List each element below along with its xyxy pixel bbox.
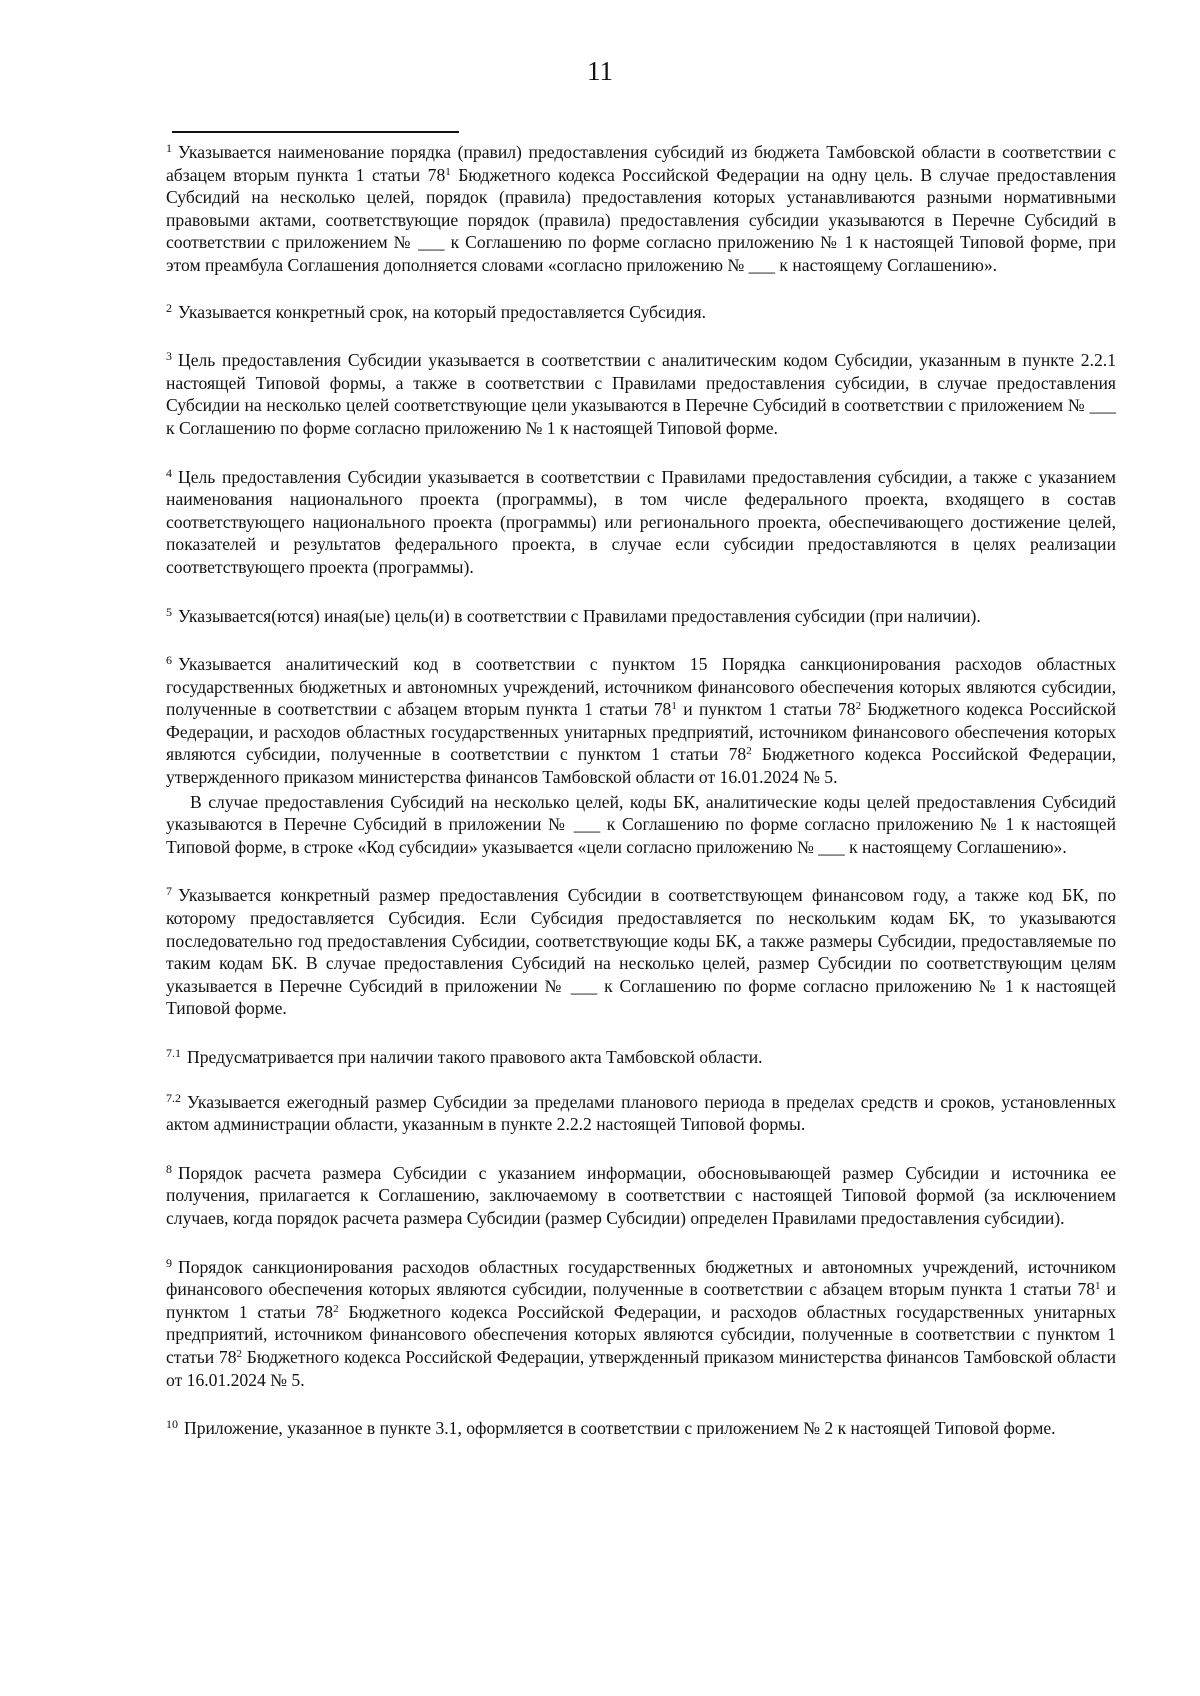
footnote-mark: 1 xyxy=(166,141,172,155)
superscript: 2 xyxy=(236,1347,243,1360)
footnote-mark: 7.2 xyxy=(166,1090,181,1105)
footnote-6-continuation: В случае предоставления Субсидий на несколько целей, коды БК, аналитические коды целей предоставления Субсидий указываются в Перечне Субсидий в приложении № ___ к Соглашению по форме согласно приложению № 1 к настоящей Типовой форме, в строке «Код субсидии» указывается «цели согласно приложению № ___ к настоящему Соглашению». xyxy=(166,791,1116,857)
footnote-7-2 xyxy=(166,1091,1116,1136)
footnote-text: Бюджетного кодекса Российской Федерации, утвержденного приказом министерства финансов Тамбовской области от 16.01.2024 № 5. xyxy=(166,744,1116,788)
footnote-mark: 7.1 xyxy=(166,1046,181,1060)
footnote-text: Порядок санкционирования расходов областных государственных бюджетных и автономных учреждений, источником финансового обеспечения которых являются субсидии, полученные в соответствии с абзацем вторым пункта 1 статьи 78 xyxy=(166,1256,1116,1300)
footnote-text: Указывается конкретный размер предоставления Субсидии в соответствующем финансовом году, а также код БК, по которому предоставляется Субсидия. Если Субсидия предоставляется по нескольким кодам БК, то указываются последовательно год предоставления Субсидии, соответствующие коды БК, а также размеры Субсидии, предоставляемые по таким кодам БК. В случае предоставления Субсидий на несколько целей, размер Субсидии по соответствующим целям указывается в Перечне Субсидий в приложении № ___ к Соглашению по форме согласно приложению № 1 к настоящей Типовой форме. xyxy=(166,885,1116,1019)
footnote-text: Цель предоставления Субсидии указывается в соответствии с Правилами предоставления субсидии, а также с указанием наименования национального проекта (программы), в том числе федерального проекта, входящего в состав соответствующего национального проекта (программы) или регионального проекта, обеспечивающего достижение целей, показателей и результатов федерального проекта, в случае если субсидии предоставляются в целях реализации соответствующего проекта (программы). xyxy=(166,466,1116,577)
footnote-mark: 8 xyxy=(166,1161,172,1176)
footnote-text: Порядок расчета размера Субсидии с указанием информации, обосновывающей размер Субсидии и источника ее получения, прилагается к Соглашению, заключаемому в соответствии с настоящей Типовой формой (за исключением случаев, когда порядок расчета размера Субсидии (размер Субсидии) определен Правилами предоставления субсидии). xyxy=(166,1162,1116,1228)
superscript: 1 xyxy=(671,700,677,713)
footnote-3 xyxy=(166,349,1116,439)
footnote-9 xyxy=(166,1256,1116,1392)
footnote-mark: 10 xyxy=(166,1417,178,1432)
footnote-text: Указывается наименование порядка (правил) предоставления субсидий из бюджета Тамбовской области в соответствии с абзацем вторым пункта 1 статьи 78 xyxy=(166,142,1116,185)
footnote-mark: 9 xyxy=(166,1255,172,1270)
footnote-text: Бюджетного кодекса Российской Федерации, утвержденный приказом министерства финансов Тамбовской области от 16.01.2024 № 5. xyxy=(166,1346,1116,1390)
footnote-text: и пунктом 1 статьи 78 xyxy=(676,699,856,720)
footnote-7-1 xyxy=(166,1046,1116,1069)
footnote-4 xyxy=(166,466,1116,579)
footnote-8 xyxy=(166,1162,1116,1230)
footnote-text: Предусматривается при наличии такого правового акта Тамбовской области. xyxy=(187,1047,763,1067)
footnote-6 xyxy=(166,653,1116,789)
superscript: 1 xyxy=(1095,1280,1101,1293)
superscript: 2 xyxy=(333,1302,339,1315)
superscript: 1 xyxy=(445,165,451,178)
footnote-10 xyxy=(166,1417,1116,1440)
footnote-text: Указывается конкретный срок, на который предоставляется Субсидия. xyxy=(178,301,707,322)
footnote-1 xyxy=(166,141,1116,277)
footnote-text: Указывается(ются) иная(ые) цель(и) в соответствии с Правилами предоставления субсидии (при наличии). xyxy=(178,605,981,626)
footnote-text: Указывается аналитический код в соответствии с пунктом 15 Порядка санкционирования расходов областных государственных бюджетных и автономных учреждений, источником финансового обеспечения которых являются субсидии, полученные в соответствии с абзацем вторым пункта 1 статьи 78 xyxy=(166,654,1116,720)
footnote-mark: 4 xyxy=(166,465,172,480)
footnote-text: Приложение, указанное в пункте 3.1, оформляется в соответствии с приложением № 2 к настоящей Типовой форме. xyxy=(184,1418,1056,1439)
footnote-5 xyxy=(166,605,1116,628)
footnote-text: Указывается ежегодный размер Субсидии за пределами планового периода в пределах средств и сроков, установленных актом администрации области, указанным в пункте 2.2.2 настоящей Типовой формы. xyxy=(166,1091,1116,1135)
superscript: 2 xyxy=(746,745,752,758)
footnote-text: Цель предоставления Субсидии указывается в соответствии с аналитическим кодом Субсидии, указанным в пункте 2.2.1 настоящей Типовой формы, а также в соответствии с Правилами предоставления субсидии, в случае предоставления Субсидии на несколько целей соответствующие цели указываются в Перечне Субсидий в соответствии с приложением № ___ к Соглашению по форме согласно приложению № 1 к настоящей Типовой форме. xyxy=(166,350,1116,438)
footnote-text: Бюджетного кодекса Российской Федерации, и расходов областных государственных унитарных предприятий, источником финансового обеспечения которых являются субсидии, полученные в соответствии с пунктом 1 статьи 78 xyxy=(166,699,1117,765)
footnote-2 xyxy=(166,301,1116,324)
footnote-mark: 7 xyxy=(166,884,172,899)
page-number: 11 xyxy=(587,56,613,86)
footnote-text: Бюджетного кодекса Российской Федерации на одну цель. В случае предоставления Субсидий на несколько целей, порядок (правила) предоставления которых устанавливаются разными нормативными правовыми актами, соответствующие порядок (правила) предоставления субсидии указываются в Перечне Субсидий в соответствии с приложением № ___ к Соглашению по форме согласно приложению № 1 к настоящей Типовой форме, при этом преамбула Соглашения дополняется словами «согласно приложению № ___ к настоящему Соглашению». xyxy=(166,164,1116,275)
footnote-text: и пунктом 1 статьи 78 xyxy=(166,1279,1116,1322)
footnote-separator xyxy=(172,131,459,133)
superscript: 2 xyxy=(855,700,862,713)
footnote-mark: 3 xyxy=(166,349,172,364)
footnote-mark: 6 xyxy=(166,653,172,668)
footnotes xyxy=(166,141,1116,1440)
footnote-mark: 5 xyxy=(166,604,172,619)
footnote-text: Бюджетного кодекса Российской Федерации, и расходов областных государственных унитарных предприятий, источником финансового обеспечения которых являются субсидии, полученные в соответствии с пунктом 1 статьи 78 xyxy=(166,1301,1116,1367)
footnote-7 xyxy=(166,884,1116,1020)
footnote-mark: 2 xyxy=(166,300,172,315)
